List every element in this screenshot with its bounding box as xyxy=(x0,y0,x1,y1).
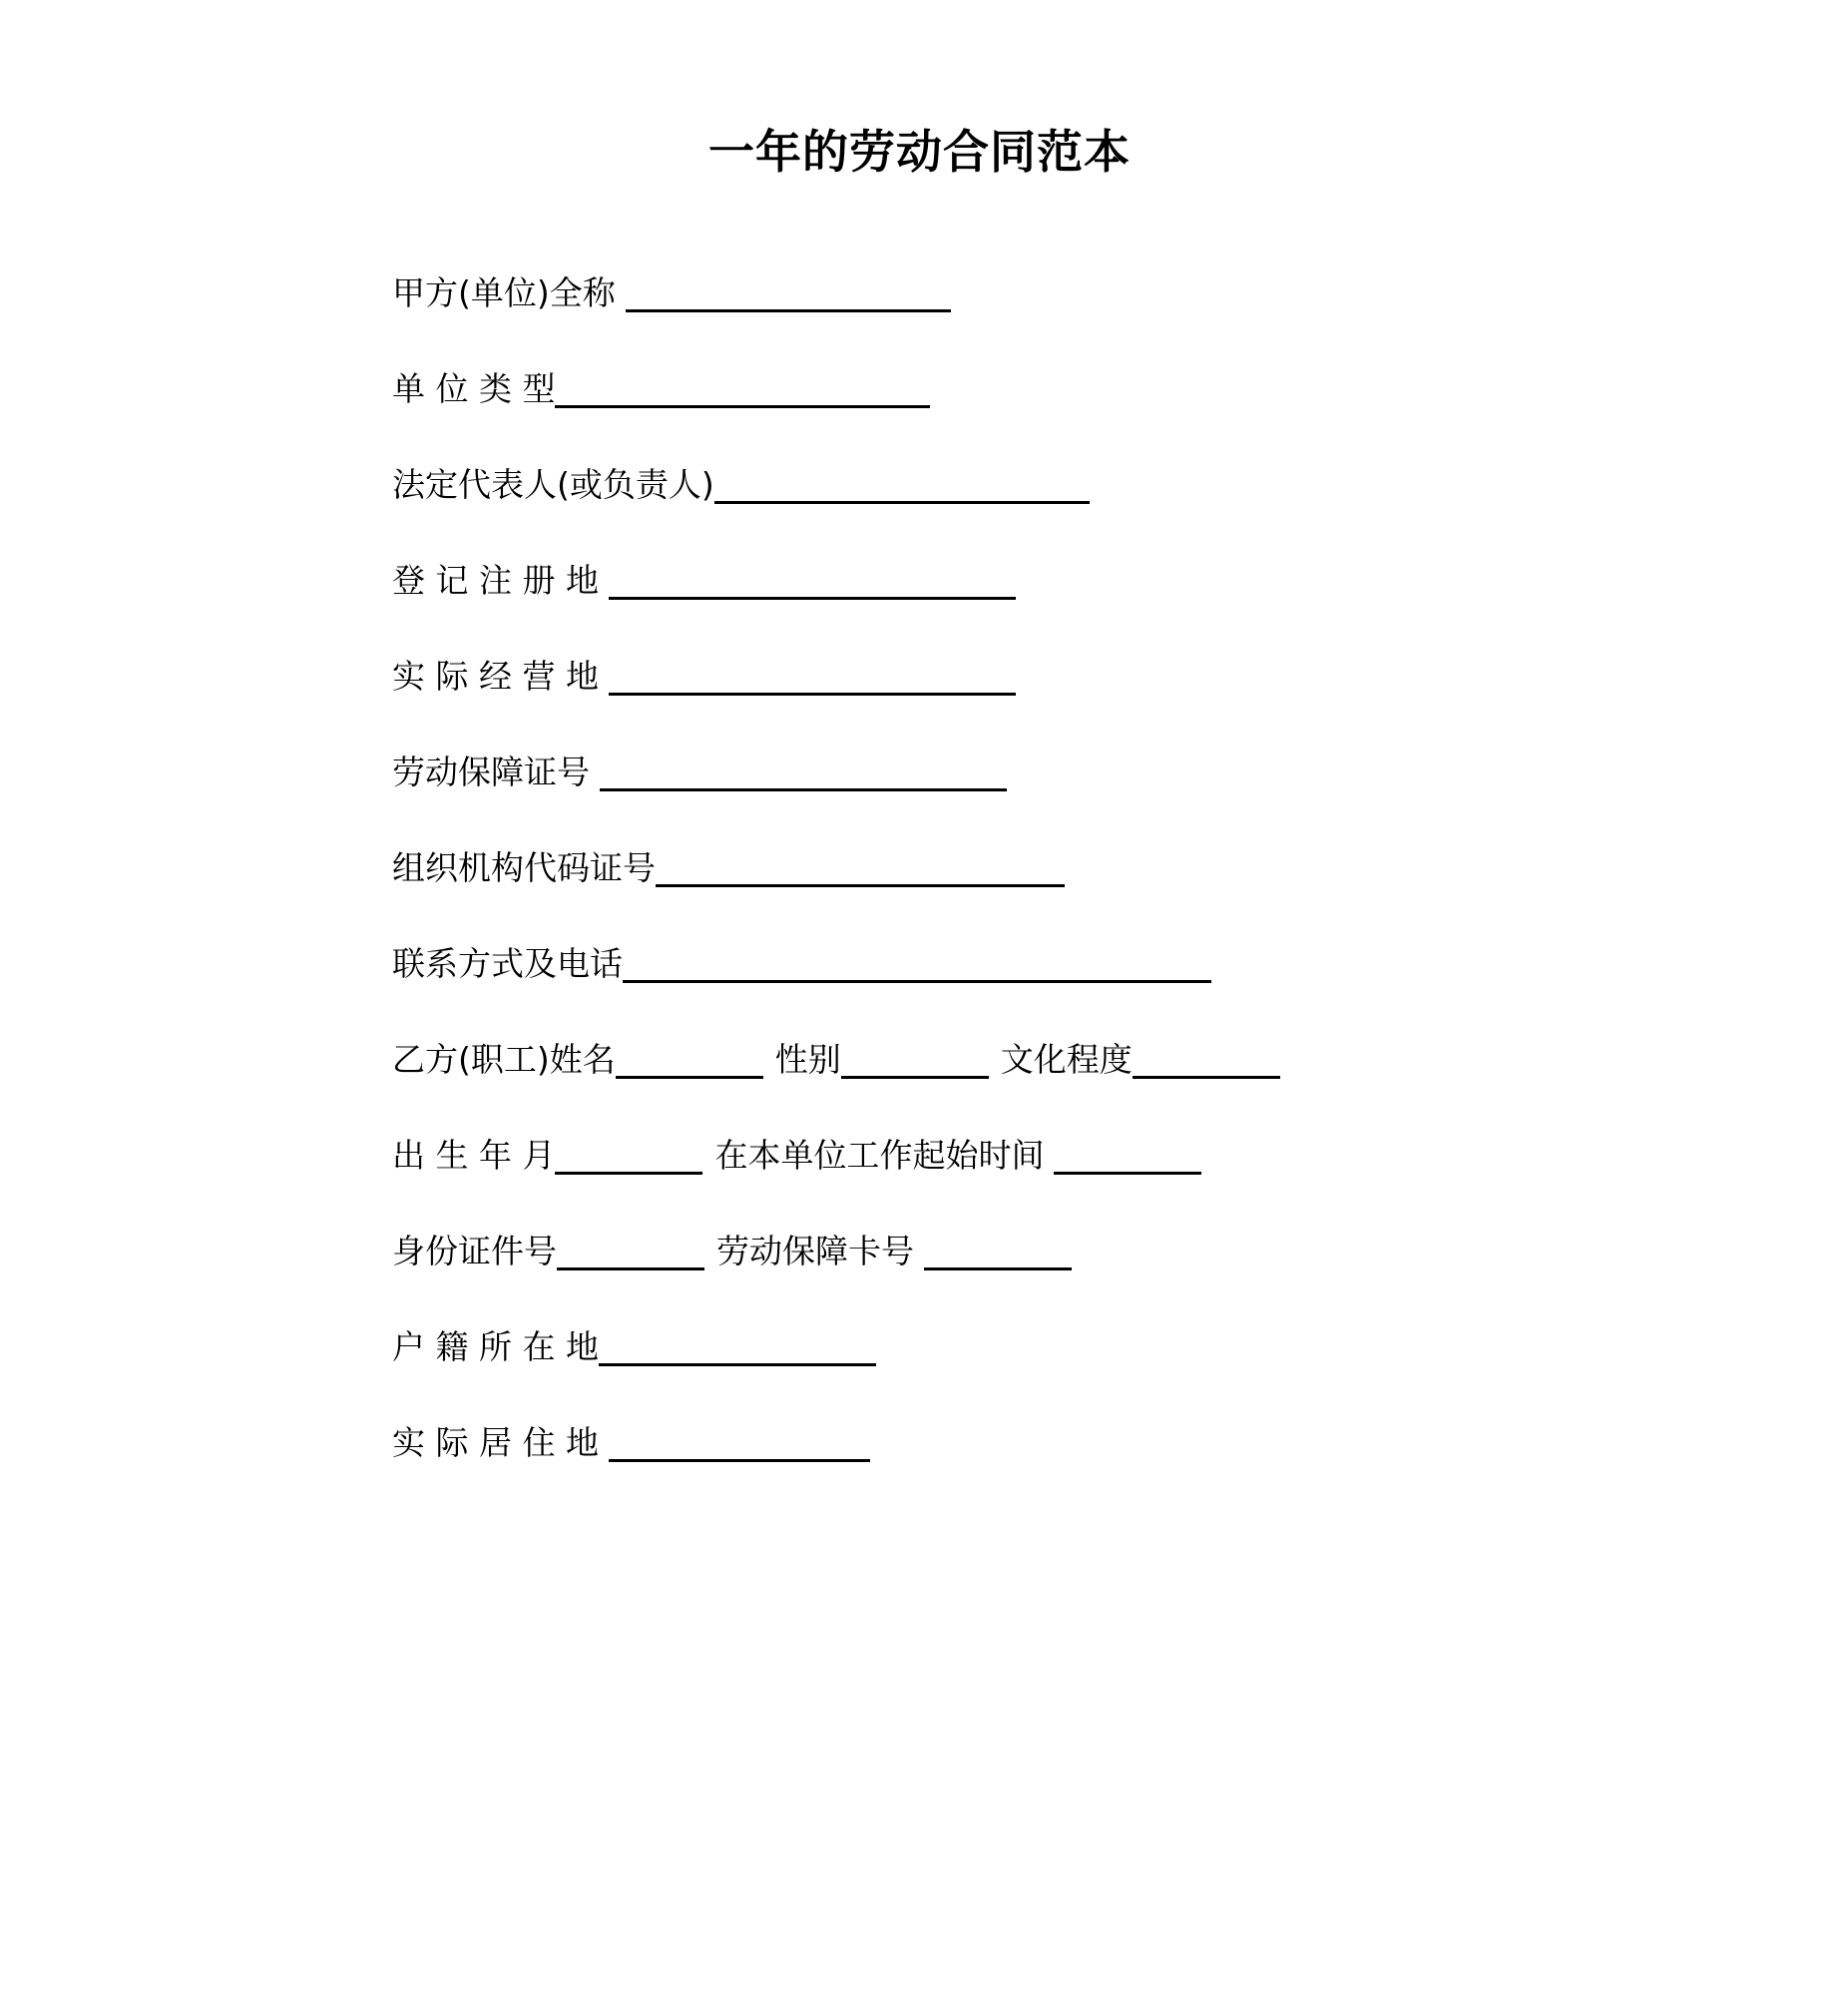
contact-phone-label: 联系方式及电话 xyxy=(392,944,623,983)
employer-name-label: 甲方(单位)全称 xyxy=(392,273,616,312)
registered-place-field[interactable] xyxy=(609,561,1016,600)
birth-date-label: 出 生 年 月 xyxy=(392,1136,556,1175)
id-row xyxy=(392,1223,1072,1272)
gender-field[interactable] xyxy=(841,1040,989,1079)
household-place-row xyxy=(392,1318,876,1368)
unit-type-row xyxy=(392,360,930,410)
household-place-field[interactable] xyxy=(599,1327,876,1366)
employer-name-field[interactable] xyxy=(626,273,951,312)
business-place-row xyxy=(392,648,1016,698)
labor-security-cert-field[interactable] xyxy=(600,753,1007,791)
household-place-label: 户 籍 所 在 地 xyxy=(392,1327,599,1366)
birth-date-field[interactable] xyxy=(555,1136,702,1175)
employee-row xyxy=(392,1031,1280,1081)
residence-place-row xyxy=(392,1414,870,1464)
unit-type-label: 单 位 类 型 xyxy=(392,369,556,408)
legal-rep-label: 法定代表人(或负责人) xyxy=(392,465,714,504)
labor-security-cert-row xyxy=(392,744,1007,793)
labor-security-card-field[interactable] xyxy=(924,1232,1072,1270)
gender-label: 性别 xyxy=(774,1040,841,1079)
unit-type-field[interactable] xyxy=(555,369,930,408)
registered-place-row xyxy=(392,552,1016,602)
legal-rep-row xyxy=(392,456,1090,506)
start-time-field[interactable] xyxy=(1054,1136,1201,1175)
employee-name-label: 乙方(职工)姓名 xyxy=(392,1040,616,1079)
contact-phone-row xyxy=(392,935,1211,985)
education-field[interactable] xyxy=(1133,1040,1280,1079)
labor-security-cert-label: 劳动保障证号 xyxy=(392,753,590,791)
residence-place-field[interactable] xyxy=(609,1423,870,1462)
org-code-cert-field[interactable] xyxy=(656,848,1065,887)
education-label: 文化程度 xyxy=(1000,1040,1133,1079)
labor-security-card-label: 劳动保障卡号 xyxy=(716,1232,914,1270)
contact-phone-field[interactable] xyxy=(623,944,1211,983)
legal-rep-field[interactable] xyxy=(714,465,1090,504)
id-number-field[interactable] xyxy=(557,1232,704,1270)
employer-name-row xyxy=(392,264,951,314)
birth-row xyxy=(392,1127,1201,1177)
registered-place-label: 登 记 注 册 地 xyxy=(392,561,599,600)
org-code-cert-row xyxy=(392,839,1065,889)
org-code-cert-label: 组织机构代码证号 xyxy=(392,848,656,887)
business-place-field[interactable] xyxy=(609,657,1016,696)
page-title: 一年的劳动合同范本 xyxy=(708,125,1131,179)
start-time-label: 在本单位工作起始时间 xyxy=(714,1136,1045,1175)
business-place-label: 实 际 经 营 地 xyxy=(392,657,599,696)
residence-place-label: 实 际 居 住 地 xyxy=(392,1423,599,1462)
id-number-label: 身份证件号 xyxy=(392,1232,557,1270)
employee-name-field[interactable] xyxy=(616,1040,763,1079)
